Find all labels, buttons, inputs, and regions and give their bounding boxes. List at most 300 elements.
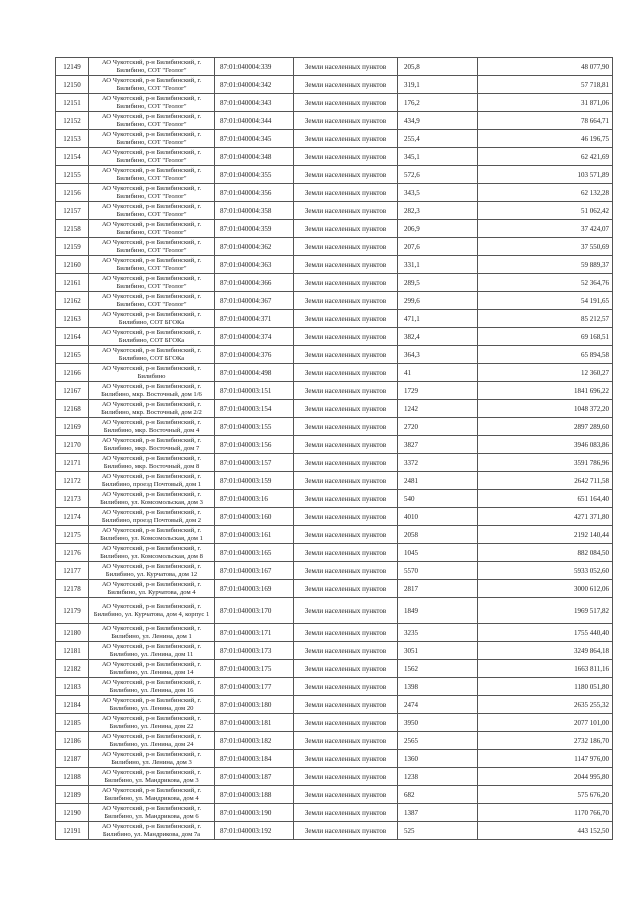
cadastral-value-cell: 78 664,71 bbox=[478, 112, 613, 130]
table-row bbox=[56, 642, 613, 660]
cadastral-number-cell: 87:01:040004:376 bbox=[215, 346, 294, 364]
cadastral-number-cell: 87:01:040003:190 bbox=[215, 804, 294, 822]
area-cell: 282,3 bbox=[398, 202, 478, 220]
table-row bbox=[56, 786, 613, 804]
land-category-cell: Земли населенных пунктов bbox=[294, 418, 398, 436]
table-row bbox=[56, 678, 613, 696]
cadastral-number-cell: 87:01:040004:345 bbox=[215, 130, 294, 148]
address-cell: АО Чукотский, р-н Билибинский, г. Билибино, мкр. Восточный, дом 1/6 bbox=[89, 382, 215, 400]
area-cell: 1045 bbox=[398, 544, 478, 562]
area-cell: 1398 bbox=[398, 678, 478, 696]
table-row bbox=[56, 58, 613, 76]
table-row bbox=[56, 526, 613, 544]
address-cell: АО Чукотский, р-н Билибинский, г. Билибино, СОТ "Геолог" bbox=[89, 112, 215, 130]
row-number-cell: 12176 bbox=[56, 544, 89, 562]
address-cell: АО Чукотский, р-н Билибинский, г. Билибино, ул. Мандрикова, дом 6 bbox=[89, 804, 215, 822]
cadastral-value-cell: 1147 976,00 bbox=[478, 750, 613, 768]
address-cell: АО Чукотский, р-н Билибинский, г. Билибино, ул. Ленина, дом 1 bbox=[89, 624, 215, 642]
cadastral-value-cell: 62 421,69 bbox=[478, 148, 613, 166]
row-number-cell: 12163 bbox=[56, 310, 89, 328]
land-category-cell: Земли населенных пунктов bbox=[294, 292, 398, 310]
land-category-cell: Земли населенных пунктов bbox=[294, 400, 398, 418]
cadastral-value-cell: 1048 372,20 bbox=[478, 400, 613, 418]
cadastral-number-cell: 87:01:040004:343 bbox=[215, 94, 294, 112]
cadastral-value-cell: 2077 101,00 bbox=[478, 714, 613, 732]
area-cell: 2058 bbox=[398, 526, 478, 544]
cadastral-number-cell: 87:01:040004:356 bbox=[215, 184, 294, 202]
table-row bbox=[56, 346, 613, 364]
table-row bbox=[56, 382, 613, 400]
cadastral-value-cell: 2635 255,32 bbox=[478, 696, 613, 714]
cadastral-value-cell: 37 424,07 bbox=[478, 220, 613, 238]
land-category-cell: Земли населенных пунктов bbox=[294, 328, 398, 346]
cadastral-value-cell: 57 718,81 bbox=[478, 76, 613, 94]
land-category-cell: Земли населенных пунктов bbox=[294, 382, 398, 400]
land-category-cell: Земли населенных пунктов bbox=[294, 436, 398, 454]
cadastral-value-cell: 443 152,50 bbox=[478, 822, 613, 840]
cadastral-number-cell: 87:01:040003:175 bbox=[215, 660, 294, 678]
cadastral-value-cell: 2192 140,44 bbox=[478, 526, 613, 544]
row-number-cell: 12190 bbox=[56, 804, 89, 822]
area-cell: 343,5 bbox=[398, 184, 478, 202]
cadastral-value-cell: 1170 766,70 bbox=[478, 804, 613, 822]
area-cell: 1729 bbox=[398, 382, 478, 400]
land-category-cell: Земли населенных пунктов bbox=[294, 508, 398, 526]
cadastral-value-cell: 1755 440,40 bbox=[478, 624, 613, 642]
table-row bbox=[56, 292, 613, 310]
cadastral-value-cell: 2044 995,80 bbox=[478, 768, 613, 786]
table-row bbox=[56, 472, 613, 490]
row-number-cell: 12159 bbox=[56, 238, 89, 256]
row-number-cell: 12186 bbox=[56, 732, 89, 750]
table-row bbox=[56, 328, 613, 346]
cadastral-number-cell: 87:01:040003:160 bbox=[215, 508, 294, 526]
area-cell: 682 bbox=[398, 786, 478, 804]
cadastral-value-cell: 52 364,76 bbox=[478, 274, 613, 292]
area-cell: 1387 bbox=[398, 804, 478, 822]
address-cell: АО Чукотский, р-н Билибинский, г. Билибино, СОТ "Геолог" bbox=[89, 76, 215, 94]
table-row bbox=[56, 94, 613, 112]
land-category-cell: Земли населенных пунктов bbox=[294, 714, 398, 732]
row-number-cell: 12175 bbox=[56, 526, 89, 544]
cadastral-value-cell: 65 894,58 bbox=[478, 346, 613, 364]
address-cell: АО Чукотский, р-н Билибинский, г. Билибино, СОТ "Геолог" bbox=[89, 130, 215, 148]
row-number-cell: 12155 bbox=[56, 166, 89, 184]
table-row bbox=[56, 436, 613, 454]
address-cell: АО Чукотский, р-н Билибинский, г. Билибино, ул. Ленина, дом 22 bbox=[89, 714, 215, 732]
row-number-cell: 12180 bbox=[56, 624, 89, 642]
cadastral-number-cell: 87:01:040003:16 bbox=[215, 490, 294, 508]
address-cell: АО Чукотский, р-н Билибинский, г. Билибино, СОТ "Геолог" bbox=[89, 58, 215, 76]
row-number-cell: 12156 bbox=[56, 184, 89, 202]
land-category-cell: Земли населенных пунктов bbox=[294, 202, 398, 220]
row-number-cell: 12162 bbox=[56, 292, 89, 310]
cadastral-value-cell: 48 077,90 bbox=[478, 58, 613, 76]
row-number-cell: 12181 bbox=[56, 642, 89, 660]
land-category-cell: Земли населенных пунктов bbox=[294, 822, 398, 840]
cadastral-value-cell: 1180 051,80 bbox=[478, 678, 613, 696]
land-category-cell: Земли населенных пунктов bbox=[294, 256, 398, 274]
address-cell: АО Чукотский, р-н Билибинский, г. Билибино, проезд Почтовый, дом 1 bbox=[89, 472, 215, 490]
area-cell: 5570 bbox=[398, 562, 478, 580]
area-cell: 289,5 bbox=[398, 274, 478, 292]
cadastral-number-cell: 87:01:040003:192 bbox=[215, 822, 294, 840]
area-cell: 2817 bbox=[398, 580, 478, 598]
area-cell: 2474 bbox=[398, 696, 478, 714]
area-cell: 207,6 bbox=[398, 238, 478, 256]
cadastral-number-cell: 87:01:040003:180 bbox=[215, 696, 294, 714]
table-row bbox=[56, 130, 613, 148]
address-cell: АО Чукотский, р-н Билибинский, г. Билибино, проезд Почтовый, дом 2 bbox=[89, 508, 215, 526]
row-number-cell: 12187 bbox=[56, 750, 89, 768]
cadastral-value-cell: 5933 052,60 bbox=[478, 562, 613, 580]
address-cell: АО Чукотский, р-н Билибинский, г. Билибино, ул. Ленина, дом 11 bbox=[89, 642, 215, 660]
address-cell: АО Чукотский, р-н Билибинский, г. Билибино, ул. Комсомольская, дом 3 bbox=[89, 490, 215, 508]
cadastral-value-cell: 575 676,20 bbox=[478, 786, 613, 804]
cadastral-number-cell: 87:01:040003:184 bbox=[215, 750, 294, 768]
table-row bbox=[56, 598, 613, 624]
land-category-cell: Земли населенных пунктов bbox=[294, 642, 398, 660]
row-number-cell: 12161 bbox=[56, 274, 89, 292]
cadastral-value-cell: 103 571,89 bbox=[478, 166, 613, 184]
area-cell: 299,6 bbox=[398, 292, 478, 310]
address-cell: АО Чукотский, р-н Билибинский, г. Билибино, СОТ "Геолог" bbox=[89, 292, 215, 310]
cadastral-number-cell: 87:01:040003:173 bbox=[215, 642, 294, 660]
address-cell: АО Чукотский, р-н Билибинский, г. Билибино, ул. Ленина, дом 20 bbox=[89, 696, 215, 714]
row-number-cell: 12157 bbox=[56, 202, 89, 220]
row-number-cell: 12185 bbox=[56, 714, 89, 732]
table-row bbox=[56, 310, 613, 328]
cadastral-number-cell: 87:01:040003:161 bbox=[215, 526, 294, 544]
cadastral-value-cell: 69 168,51 bbox=[478, 328, 613, 346]
area-cell: 205,8 bbox=[398, 58, 478, 76]
land-category-cell: Земли населенных пунктов bbox=[294, 454, 398, 472]
address-cell: АО Чукотский, р-н Билибинский, г. Билибино, СОТ "Геолог" bbox=[89, 166, 215, 184]
table-row bbox=[56, 732, 613, 750]
row-number-cell: 12174 bbox=[56, 508, 89, 526]
cadastral-number-cell: 87:01:040004:367 bbox=[215, 292, 294, 310]
cadastral-value-cell: 62 132,28 bbox=[478, 184, 613, 202]
address-cell: АО Чукотский, р-н Билибинский, г. Билибино, СОТ "Геолог" bbox=[89, 220, 215, 238]
row-number-cell: 12168 bbox=[56, 400, 89, 418]
land-category-cell: Земли населенных пунктов bbox=[294, 148, 398, 166]
cadastral-value-cell: 2732 186,70 bbox=[478, 732, 613, 750]
area-cell: 471,1 bbox=[398, 310, 478, 328]
area-cell: 3235 bbox=[398, 624, 478, 642]
cadastral-value-cell: 651 164,40 bbox=[478, 490, 613, 508]
address-cell: АО Чукотский, р-н Билибинский, г. Билибино, ул. Курчатова, дом 4 bbox=[89, 580, 215, 598]
row-number-cell: 12179 bbox=[56, 598, 89, 624]
table-row bbox=[56, 364, 613, 382]
row-number-cell: 12152 bbox=[56, 112, 89, 130]
cadastral-number-cell: 87:01:040004:342 bbox=[215, 76, 294, 94]
table-row bbox=[56, 580, 613, 598]
table-row bbox=[56, 112, 613, 130]
table-row bbox=[56, 400, 613, 418]
area-cell: 434,9 bbox=[398, 112, 478, 130]
cadastral-value-cell: 1841 696,22 bbox=[478, 382, 613, 400]
area-cell: 1562 bbox=[398, 660, 478, 678]
area-cell: 41 bbox=[398, 364, 478, 382]
cadastral-number-cell: 87:01:040003:156 bbox=[215, 436, 294, 454]
row-number-cell: 12171 bbox=[56, 454, 89, 472]
table-row bbox=[56, 490, 613, 508]
cadastral-number-cell: 87:01:040003:177 bbox=[215, 678, 294, 696]
address-cell: АО Чукотский, р-н Билибинский, г. Билибино, мкр. Восточный, дом 7 bbox=[89, 436, 215, 454]
area-cell: 1238 bbox=[398, 768, 478, 786]
cadastral-number-cell: 87:01:040003:159 bbox=[215, 472, 294, 490]
cadastral-number-cell: 87:01:040004:362 bbox=[215, 238, 294, 256]
address-cell: АО Чукотский, р-н Билибинский, г. Билибино, СОТ "Геолог" bbox=[89, 94, 215, 112]
table-row bbox=[56, 166, 613, 184]
address-cell: АО Чукотский, р-н Билибинский, г. Билибино, СОТ "Геолог" bbox=[89, 256, 215, 274]
table-row bbox=[56, 822, 613, 840]
address-cell: АО Чукотский, р-н Билибинский, г. Билибино, мкр. Восточный, дом 8 bbox=[89, 454, 215, 472]
cadastral-number-cell: 87:01:040004:374 bbox=[215, 328, 294, 346]
cadastral-value-cell: 3946 083,86 bbox=[478, 436, 613, 454]
cadastral-value-cell: 3249 864,18 bbox=[478, 642, 613, 660]
cadastral-number-cell: 87:01:040004:498 bbox=[215, 364, 294, 382]
address-cell: АО Чукотский, р-н Билибинский, г. Билибино, ул. Ленина, дом 24 bbox=[89, 732, 215, 750]
cadastral-value-cell: 31 871,06 bbox=[478, 94, 613, 112]
cadastral-value-cell: 85 212,57 bbox=[478, 310, 613, 328]
cadastral-number-cell: 87:01:040003:181 bbox=[215, 714, 294, 732]
address-cell: АО Чукотский, р-н Билибинский, г. Билибино, СОТ "Геолог" bbox=[89, 274, 215, 292]
land-category-cell: Земли населенных пунктов bbox=[294, 768, 398, 786]
area-cell: 3051 bbox=[398, 642, 478, 660]
cadastral-value-cell: 46 196,75 bbox=[478, 130, 613, 148]
cadastral-number-cell: 87:01:040003:157 bbox=[215, 454, 294, 472]
cadastral-number-cell: 87:01:040004:344 bbox=[215, 112, 294, 130]
cadastral-number-cell: 87:01:040004:339 bbox=[215, 58, 294, 76]
land-category-cell: Земли населенных пунктов bbox=[294, 678, 398, 696]
row-number-cell: 12184 bbox=[56, 696, 89, 714]
address-cell: АО Чукотский, р-н Билибинский, г. Билибино, СОТ "Геолог" bbox=[89, 184, 215, 202]
cadastral-value-cell: 4271 371,80 bbox=[478, 508, 613, 526]
land-category-cell: Земли населенных пунктов bbox=[294, 660, 398, 678]
address-cell: АО Чукотский, р-н Билибинский, г. Билибино bbox=[89, 364, 215, 382]
cadastral-number-cell: 87:01:040003:155 bbox=[215, 418, 294, 436]
area-cell: 176,2 bbox=[398, 94, 478, 112]
land-category-cell: Земли населенных пунктов bbox=[294, 184, 398, 202]
table-row bbox=[56, 804, 613, 822]
address-cell: АО Чукотский, р-н Билибинский, г. Билибино, ул. Комсомольская, дом 8 bbox=[89, 544, 215, 562]
row-number-cell: 12164 bbox=[56, 328, 89, 346]
cadastral-number-cell: 87:01:040003:154 bbox=[215, 400, 294, 418]
land-category-cell: Земли населенных пунктов bbox=[294, 580, 398, 598]
table-row bbox=[56, 454, 613, 472]
row-number-cell: 12177 bbox=[56, 562, 89, 580]
area-cell: 364,3 bbox=[398, 346, 478, 364]
address-cell: АО Чукотский, р-н Билибинский, г. Билибино, ул. Курчатова, дом 12 bbox=[89, 562, 215, 580]
cadastral-number-cell: 87:01:040003:171 bbox=[215, 624, 294, 642]
row-number-cell: 12160 bbox=[56, 256, 89, 274]
row-number-cell: 12150 bbox=[56, 76, 89, 94]
land-category-cell: Земли населенных пунктов bbox=[294, 624, 398, 642]
table-row bbox=[56, 274, 613, 292]
cadastral-number-cell: 87:01:040004:366 bbox=[215, 274, 294, 292]
area-cell: 4010 bbox=[398, 508, 478, 526]
land-category-cell: Земли населенных пунктов bbox=[294, 274, 398, 292]
area-cell: 2481 bbox=[398, 472, 478, 490]
row-number-cell: 12183 bbox=[56, 678, 89, 696]
address-cell: АО Чукотский, р-н Билибинский, г. Билибино, ул. Курчатова, дом 4, корпус 1 bbox=[89, 598, 215, 624]
table-row bbox=[56, 256, 613, 274]
address-cell: АО Чукотский, р-н Билибинский, г. Билибино, СОТ "Геолог" bbox=[89, 148, 215, 166]
cadastral-number-cell: 87:01:040003:165 bbox=[215, 544, 294, 562]
address-cell: АО Чукотский, р-н Билибинский, г. Билибино, СОТ "Геолог" bbox=[89, 202, 215, 220]
address-cell: АО Чукотский, р-н Билибинский, г. Билибино, ул. Ленина, дом 14 bbox=[89, 660, 215, 678]
area-cell: 3950 bbox=[398, 714, 478, 732]
cadastral-number-cell: 87:01:040003:188 bbox=[215, 786, 294, 804]
cadastral-value-cell: 1969 517,82 bbox=[478, 598, 613, 624]
row-number-cell: 12165 bbox=[56, 346, 89, 364]
address-cell: АО Чукотский, р-н Билибинский, г. Билибино, СОТ БГОКа bbox=[89, 346, 215, 364]
area-cell: 319,1 bbox=[398, 76, 478, 94]
row-number-cell: 12151 bbox=[56, 94, 89, 112]
cadastral-number-cell: 87:01:040004:359 bbox=[215, 220, 294, 238]
land-category-cell: Земли населенных пунктов bbox=[294, 472, 398, 490]
area-cell: 345,1 bbox=[398, 148, 478, 166]
cadastral-number-cell: 87:01:040004:355 bbox=[215, 166, 294, 184]
area-cell: 382,4 bbox=[398, 328, 478, 346]
cadastral-value-cell: 59 889,37 bbox=[478, 256, 613, 274]
area-cell: 255,4 bbox=[398, 130, 478, 148]
address-cell: АО Чукотский, р-н Билибинский, г. Билибино, СОТ БГОКа bbox=[89, 310, 215, 328]
land-register-table bbox=[55, 57, 613, 840]
cadastral-value-cell: 37 550,69 bbox=[478, 238, 613, 256]
table-row bbox=[56, 562, 613, 580]
area-cell: 3827 bbox=[398, 436, 478, 454]
table-row bbox=[56, 148, 613, 166]
cadastral-value-cell: 1663 811,16 bbox=[478, 660, 613, 678]
row-number-cell: 12173 bbox=[56, 490, 89, 508]
cadastral-value-cell: 2642 711,58 bbox=[478, 472, 613, 490]
area-cell: 206,9 bbox=[398, 220, 478, 238]
row-number-cell: 12191 bbox=[56, 822, 89, 840]
table-row bbox=[56, 202, 613, 220]
land-category-cell: Земли населенных пунктов bbox=[294, 598, 398, 624]
land-category-cell: Земли населенных пунктов bbox=[294, 94, 398, 112]
land-category-cell: Земли населенных пунктов bbox=[294, 490, 398, 508]
land-category-cell: Земли населенных пунктов bbox=[294, 310, 398, 328]
cadastral-number-cell: 87:01:040004:348 bbox=[215, 148, 294, 166]
land-category-cell: Земли населенных пунктов bbox=[294, 732, 398, 750]
table-row bbox=[56, 508, 613, 526]
land-category-cell: Земли населенных пунктов bbox=[294, 220, 398, 238]
row-number-cell: 12170 bbox=[56, 436, 89, 454]
table-row bbox=[56, 76, 613, 94]
table-row bbox=[56, 696, 613, 714]
land-category-cell: Земли населенных пунктов bbox=[294, 750, 398, 768]
area-cell: 1360 bbox=[398, 750, 478, 768]
land-category-cell: Земли населенных пунктов bbox=[294, 364, 398, 382]
land-category-cell: Земли населенных пунктов bbox=[294, 804, 398, 822]
area-cell: 331,1 bbox=[398, 256, 478, 274]
area-cell: 540 bbox=[398, 490, 478, 508]
row-number-cell: 12153 bbox=[56, 130, 89, 148]
table-row bbox=[56, 750, 613, 768]
row-number-cell: 12178 bbox=[56, 580, 89, 598]
cadastral-value-cell: 2897 289,60 bbox=[478, 418, 613, 436]
cadastral-number-cell: 87:01:040003:169 bbox=[215, 580, 294, 598]
row-number-cell: 12182 bbox=[56, 660, 89, 678]
area-cell: 3372 bbox=[398, 454, 478, 472]
address-cell: АО Чукотский, р-н Билибинский, г. Билибино, СОТ БГОКа bbox=[89, 328, 215, 346]
land-category-cell: Земли населенных пунктов bbox=[294, 346, 398, 364]
cadastral-number-cell: 87:01:040003:170 bbox=[215, 598, 294, 624]
cadastral-value-cell: 12 360,27 bbox=[478, 364, 613, 382]
table-row bbox=[56, 768, 613, 786]
table-row bbox=[56, 660, 613, 678]
row-number-cell: 12169 bbox=[56, 418, 89, 436]
address-cell: АО Чукотский, р-н Билибинский, г. Билибино, мкр. Восточный, дом 4 bbox=[89, 418, 215, 436]
land-category-cell: Земли населенных пунктов bbox=[294, 130, 398, 148]
address-cell: АО Чукотский, р-н Билибинский, г. Билибино, ул. Комсомольская, дом 1 bbox=[89, 526, 215, 544]
cadastral-number-cell: 87:01:040003:182 bbox=[215, 732, 294, 750]
table-row bbox=[56, 418, 613, 436]
cadastral-number-cell: 87:01:040003:151 bbox=[215, 382, 294, 400]
address-cell: АО Чукотский, р-н Билибинский, г. Билибино, ул. Ленина, дом 3 bbox=[89, 750, 215, 768]
area-cell: 2720 bbox=[398, 418, 478, 436]
address-cell: АО Чукотский, р-н Билибинский, г. Билибино, мкр. Восточный, дом 2/2 bbox=[89, 400, 215, 418]
land-category-cell: Земли населенных пунктов bbox=[294, 696, 398, 714]
table-row bbox=[56, 184, 613, 202]
land-category-cell: Земли населенных пунктов bbox=[294, 76, 398, 94]
address-cell: АО Чукотский, р-н Билибинский, г. Билибино, ул. Мандрикова, дом 4 bbox=[89, 786, 215, 804]
land-category-cell: Земли населенных пунктов bbox=[294, 562, 398, 580]
table-row bbox=[56, 220, 613, 238]
cadastral-value-cell: 54 191,65 bbox=[478, 292, 613, 310]
address-cell: АО Чукотский, р-н Билибинский, г. Билибино, СОТ "Геолог" bbox=[89, 238, 215, 256]
address-cell: АО Чукотский, р-н Билибинский, г. Билибино, ул. Ленина, дом 16 bbox=[89, 678, 215, 696]
land-category-cell: Земли населенных пунктов bbox=[294, 544, 398, 562]
table-row bbox=[56, 624, 613, 642]
table-row bbox=[56, 544, 613, 562]
area-cell: 1849 bbox=[398, 598, 478, 624]
cadastral-number-cell: 87:01:040004:358 bbox=[215, 202, 294, 220]
row-number-cell: 12167 bbox=[56, 382, 89, 400]
land-category-cell: Земли населенных пунктов bbox=[294, 238, 398, 256]
area-cell: 525 bbox=[398, 822, 478, 840]
cadastral-value-cell: 3591 786,96 bbox=[478, 454, 613, 472]
cadastral-value-cell: 3000 612,06 bbox=[478, 580, 613, 598]
cadastral-number-cell: 87:01:040003:167 bbox=[215, 562, 294, 580]
row-number-cell: 12158 bbox=[56, 220, 89, 238]
row-number-cell: 12154 bbox=[56, 148, 89, 166]
row-number-cell: 12189 bbox=[56, 786, 89, 804]
cadastral-number-cell: 87:01:040004:363 bbox=[215, 256, 294, 274]
land-category-cell: Земли населенных пунктов bbox=[294, 58, 398, 76]
area-cell: 2565 bbox=[398, 732, 478, 750]
land-category-cell: Земли населенных пунктов bbox=[294, 112, 398, 130]
address-cell: АО Чукотский, р-н Билибинский, г. Билибино, ул. Мандрикова, дом 3 bbox=[89, 768, 215, 786]
cadastral-value-cell: 51 062,42 bbox=[478, 202, 613, 220]
cadastral-value-cell: 882 084,50 bbox=[478, 544, 613, 562]
row-number-cell: 12188 bbox=[56, 768, 89, 786]
table-row bbox=[56, 714, 613, 732]
cadastral-number-cell: 87:01:040003:187 bbox=[215, 768, 294, 786]
area-cell: 572,6 bbox=[398, 166, 478, 184]
row-number-cell: 12172 bbox=[56, 472, 89, 490]
address-cell: АО Чукотский, р-н Билибинский, г. Билибино, ул. Мандрикова, дом 7а bbox=[89, 822, 215, 840]
table-body bbox=[56, 58, 613, 840]
land-category-cell: Земли населенных пунктов bbox=[294, 166, 398, 184]
row-number-cell: 12166 bbox=[56, 364, 89, 382]
land-category-cell: Земли населенных пунктов bbox=[294, 526, 398, 544]
cadastral-number-cell: 87:01:040004:371 bbox=[215, 310, 294, 328]
row-number-cell: 12149 bbox=[56, 58, 89, 76]
